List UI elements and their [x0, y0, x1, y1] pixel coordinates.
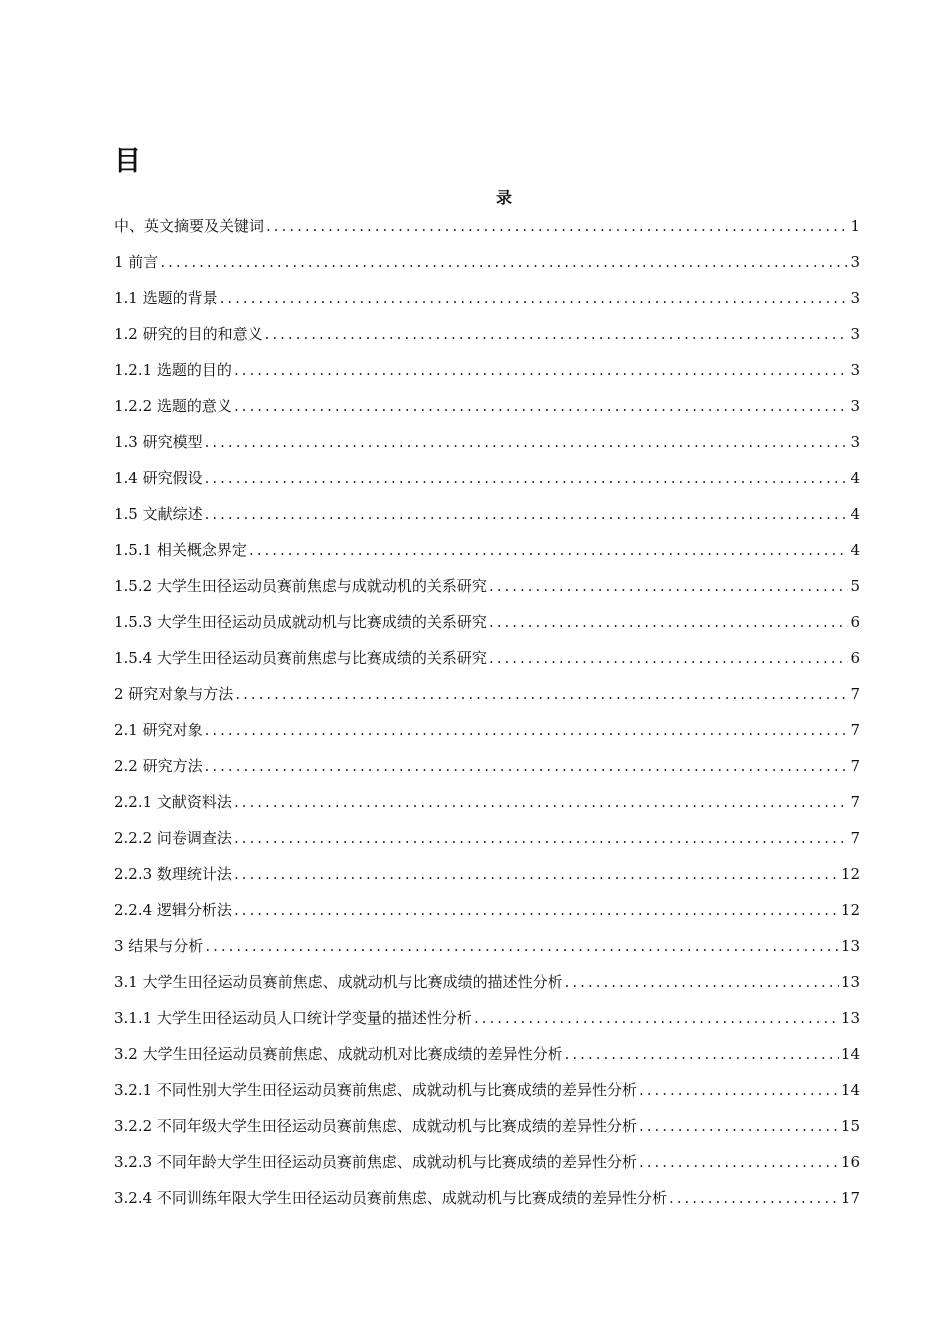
toc-entry-title: 3.2 大学生田径运动员赛前焦虑、成就动机对比赛成绩的差异性分析 — [114, 1045, 563, 1063]
toc-dot-leader — [487, 568, 849, 604]
toc-dot-leader — [563, 1036, 839, 1072]
toc-entry-page-number: 16 — [840, 1153, 860, 1171]
toc-entry-page-number: 3 — [850, 325, 860, 343]
toc-entry[interactable] — [114, 496, 860, 532]
toc-entry[interactable] — [114, 784, 860, 820]
toc-entry-title: 2.2.2 问卷调查法 — [114, 829, 232, 847]
toc-entry-page-number: 6 — [850, 613, 860, 631]
toc-entry-page-number: 4 — [850, 505, 860, 523]
toc-dot-leader — [247, 532, 849, 568]
toc-dot-leader — [232, 820, 849, 856]
toc-dot-leader — [487, 604, 849, 640]
toc-entry[interactable] — [114, 244, 860, 280]
toc-entry[interactable] — [114, 892, 860, 928]
toc-dot-leader — [637, 1108, 839, 1144]
toc-entry[interactable] — [114, 208, 860, 244]
toc-dot-leader — [203, 928, 839, 964]
toc-entry-page-number: 3 — [850, 397, 860, 415]
toc-dot-leader — [203, 712, 849, 748]
toc-dot-leader — [472, 1000, 839, 1036]
toc-entry-page-number: 13 — [840, 1009, 860, 1027]
toc-entry-page-number: 12 — [840, 901, 860, 919]
toc-entry-title: 1.5.4 大学生田径运动员赛前焦虑与比赛成绩的关系研究 — [114, 649, 487, 667]
toc-dot-leader — [263, 316, 849, 352]
toc-entry-page-number: 3 — [850, 253, 860, 271]
toc-entry[interactable] — [114, 820, 860, 856]
toc-entry-title: 1.5.1 相关概念界定 — [114, 541, 247, 559]
toc-entry-page-number: 14 — [840, 1081, 860, 1099]
toc-entry-page-number: 1 — [850, 217, 860, 235]
toc-dot-leader — [232, 352, 849, 388]
toc-entry-page-number: 15 — [840, 1117, 860, 1135]
toc-entry[interactable] — [114, 604, 860, 640]
toc-entry-title: 3.2.3 不同年龄大学生田径运动员赛前焦虑、成就动机与比赛成绩的差异性分析 — [114, 1153, 637, 1171]
toc-entry-title: 1.3 研究模型 — [114, 433, 203, 451]
toc-entry-title: 2 研究对象与方法 — [114, 685, 234, 703]
toc-entry[interactable] — [114, 568, 860, 604]
toc-entry-title: 1.1 选题的背景 — [114, 289, 218, 307]
toc-entry-page-number: 5 — [850, 577, 860, 595]
toc-entry[interactable] — [114, 1108, 860, 1144]
toc-entry[interactable] — [114, 928, 860, 964]
toc-dot-leader — [203, 424, 849, 460]
toc-dot-leader — [203, 460, 849, 496]
toc-entry-page-number: 7 — [850, 757, 860, 775]
toc-entry[interactable] — [114, 460, 860, 496]
toc-entry-page-number: 7 — [850, 721, 860, 739]
toc-entry-title: 3 结果与分析 — [114, 937, 204, 955]
toc-entry[interactable] — [114, 280, 860, 316]
toc-dot-leader — [232, 784, 849, 820]
toc-dot-leader — [233, 676, 848, 712]
toc-entry-page-number: 6 — [850, 649, 860, 667]
toc-entry-title: 1.5.3 大学生田径运动员成就动机与比赛成绩的关系研究 — [114, 613, 487, 631]
toc-entry[interactable] — [114, 1180, 860, 1216]
toc-entry[interactable] — [114, 856, 860, 892]
toc-dot-leader — [637, 1072, 839, 1108]
toc-entry-page-number: 3 — [850, 289, 860, 307]
toc-entry-page-number: 4 — [850, 541, 860, 559]
toc-entry-title: 2.2 研究方法 — [114, 757, 203, 775]
toc-dot-leader — [637, 1144, 839, 1180]
toc-entry-page-number: 13 — [840, 937, 860, 955]
toc-entry-title: 1.2.1 选题的目的 — [114, 361, 232, 379]
toc-entry-title: 3.2.4 不同训练年限大学生田径运动员赛前焦虑、成就动机与比赛成绩的差异性分析 — [114, 1189, 667, 1207]
toc-entry[interactable] — [114, 748, 860, 784]
toc-dot-leader — [158, 244, 848, 280]
toc-dot-leader — [203, 496, 849, 532]
toc-heading-first-char: 目 — [114, 146, 141, 177]
toc-entry[interactable] — [114, 676, 860, 712]
toc-entry-title: 1.5 文献综述 — [114, 505, 203, 523]
toc-entry-title: 2.2.4 逻辑分析法 — [114, 901, 232, 919]
toc-entry-title: 2.1 研究对象 — [114, 721, 203, 739]
toc-entry[interactable] — [114, 1036, 860, 1072]
toc-entry-page-number: 12 — [840, 865, 860, 883]
toc-entry[interactable] — [114, 1000, 860, 1036]
toc-entry-title: 1.5.2 大学生田径运动员赛前焦虑与成就动机的关系研究 — [114, 577, 487, 595]
toc-dot-leader — [232, 856, 839, 892]
toc-entry-title: 2.2.1 文献资料法 — [114, 793, 232, 811]
toc-entry[interactable] — [114, 1072, 860, 1108]
toc-entry[interactable] — [114, 1144, 860, 1180]
toc-entry[interactable] — [114, 316, 860, 352]
toc-entry-page-number: 3 — [850, 361, 860, 379]
toc-entry-title: 2.2.3 数理统计法 — [114, 865, 232, 883]
toc-dot-leader — [264, 208, 848, 244]
toc-entry-title: 3.2.1 不同性别大学生田径运动员赛前焦虑、成就动机与比赛成绩的差异性分析 — [114, 1081, 637, 1099]
toc-entry-page-number: 7 — [850, 793, 860, 811]
toc-dot-leader — [218, 280, 849, 316]
toc-entry-page-number: 7 — [850, 829, 860, 847]
toc-entry-page-number: 4 — [850, 469, 860, 487]
toc-entry-title: 1.2 研究的目的和意义 — [114, 325, 263, 343]
toc-entry[interactable] — [114, 712, 860, 748]
toc-entry-title: 3.1.1 大学生田径运动员人口统计学变量的描述性分析 — [114, 1009, 472, 1027]
toc-dot-leader — [487, 640, 849, 676]
toc-heading-second-char: 录 — [495, 188, 512, 207]
toc-dot-leader — [667, 1180, 839, 1216]
toc-entry[interactable] — [114, 640, 860, 676]
toc-entry[interactable] — [114, 388, 860, 424]
toc-entry[interactable] — [114, 424, 860, 460]
toc-entry-page-number: 14 — [840, 1045, 860, 1063]
toc-entry-page-number: 3 — [850, 433, 860, 451]
toc-entry-title: 中、英文摘要及关键词 — [114, 217, 265, 235]
table-of-contents — [114, 208, 860, 1216]
toc-entry-page-number: 17 — [840, 1189, 860, 1207]
toc-entry-title: 1.2.2 选题的意义 — [114, 397, 232, 415]
toc-entry[interactable] — [114, 352, 860, 388]
toc-entry-page-number: 13 — [840, 973, 860, 991]
toc-dot-leader — [563, 964, 839, 1000]
toc-dot-leader — [232, 388, 849, 424]
toc-entry-title: 3.1 大学生田径运动员赛前焦虑、成就动机与比赛成绩的描述性分析 — [114, 973, 563, 991]
toc-entry-title: 1 前言 — [114, 253, 159, 271]
toc-entry-title: 3.2.2 不同年级大学生田径运动员赛前焦虑、成就动机与比赛成绩的差异性分析 — [114, 1117, 637, 1135]
toc-dot-leader — [232, 892, 839, 928]
toc-entry-title: 1.4 研究假设 — [114, 469, 203, 487]
toc-entry[interactable] — [114, 532, 860, 568]
toc-dot-leader — [203, 748, 849, 784]
toc-entry[interactable] — [114, 964, 860, 1000]
toc-entry-page-number: 7 — [850, 685, 860, 703]
